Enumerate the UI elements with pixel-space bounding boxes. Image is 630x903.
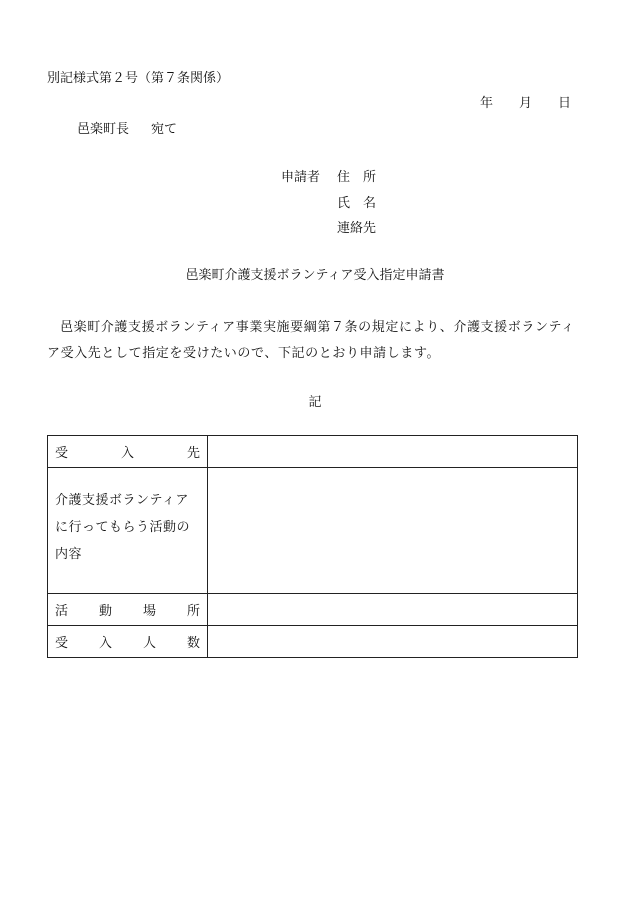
- application-statement: 邑楽町介護支援ボランティア事業実施要綱第７条の規定により、介護支援ボランティア受入先として指定を受けたいので、下記のとおり申請します。: [47, 320, 575, 361]
- applicant-contact-label: 連絡先: [337, 221, 377, 236]
- date-month-label: 月: [519, 96, 533, 111]
- table-row-location: [48, 594, 578, 626]
- applicant-address-label: 住 所: [337, 170, 377, 185]
- ki-heading: 記: [308, 395, 322, 410]
- table-row-headcount: [48, 626, 578, 658]
- date-line: [480, 92, 571, 111]
- document-title: 邑楽町介護支援ボランティア受入指定申請書: [185, 268, 445, 283]
- activity-content-field[interactable]: [208, 468, 578, 594]
- activity-location-label: 活 動 場 所: [48, 594, 208, 626]
- recipient-label: 受 入 先: [48, 436, 208, 468]
- addressee: [77, 118, 177, 137]
- applicant-name-label: 氏 名: [337, 196, 377, 211]
- recipient-field[interactable]: [208, 436, 578, 468]
- table-row-activity: [48, 468, 578, 594]
- headcount-field[interactable]: [208, 626, 578, 658]
- activity-content-label: 介護支援ボランティアに行ってもらう活動の内容: [48, 468, 208, 594]
- addressee-suffix: 宛て: [151, 122, 178, 137]
- form-number: 別記様式第２号（第７条関係）: [47, 71, 230, 86]
- activity-location-field[interactable]: [208, 594, 578, 626]
- applicant-label: 申請者: [281, 170, 321, 185]
- addressee-name: 邑楽町長: [77, 122, 130, 137]
- table-row-recipient: [48, 436, 578, 468]
- headcount-label: 受 入 人 数: [48, 626, 208, 658]
- date-day-label: 日: [558, 96, 572, 111]
- date-year-label: 年: [480, 96, 494, 111]
- application-table: [47, 435, 578, 658]
